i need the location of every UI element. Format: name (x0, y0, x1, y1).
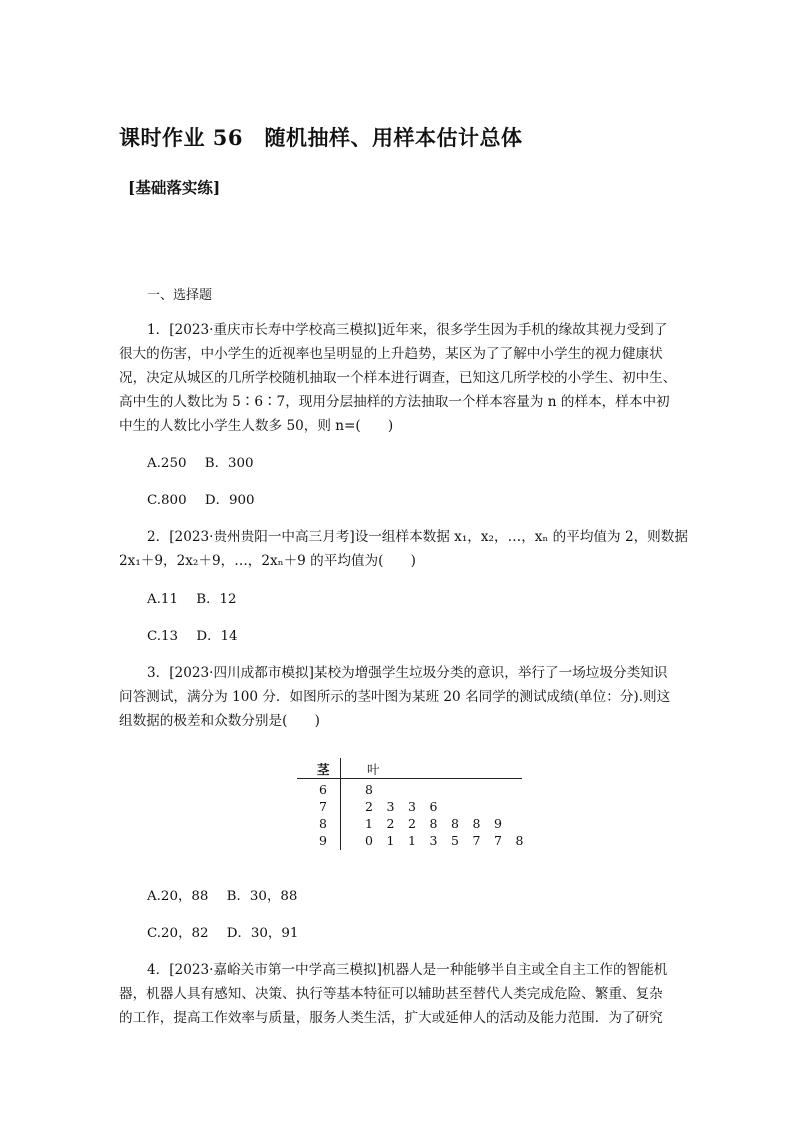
stem-leaf-row (297, 816, 522, 833)
option-d: D．14 (196, 629, 238, 644)
leaf-value: 8 (472, 816, 481, 831)
question-1-line: 况，决定从城区的几所学校随机抽取一个样本进行调查，已知这几所学校的小学生、初中生、 (119, 370, 677, 386)
question-1 (119, 318, 675, 438)
leaf-value: 8 (451, 816, 459, 831)
question-2 (119, 525, 688, 573)
option-c: C.20，82 (147, 926, 209, 941)
option-b: B．12 (196, 592, 237, 607)
question-1-options-row-2 (147, 489, 255, 508)
question-3-line: 问答测试，满分为 100 分．如图所示的茎叶图为某班 20 名同学的测试成绩(单位：分).则这 (119, 689, 671, 705)
question-4-line: 4．[2023·嘉峪关市第一中学高三模拟]机器人是一种能够半自主或全自主工作的智能机 (147, 962, 668, 978)
question-type-heading: 一、选择题 (147, 288, 213, 303)
question-4 (119, 958, 675, 1030)
stem-and-leaf-plot (297, 758, 522, 850)
leaf-header: 叶 (367, 762, 380, 777)
leaf-value: 0 (365, 833, 373, 848)
leaf-value: 5 (451, 833, 459, 848)
option-d: D．900 (204, 493, 255, 508)
leaf-value: 8 (365, 782, 373, 797)
question-4-line: 的工作，提高工作效率与质量，服务人类生活，扩大或延伸人的活动及能力范围．为了研究 (119, 1010, 663, 1026)
question-3 (119, 661, 675, 733)
stem-value: 8 (319, 816, 327, 831)
option-a: A.20，88 (147, 889, 209, 904)
leaf-value: 3 (386, 799, 395, 814)
stem-value: 6 (319, 782, 327, 797)
stem-leaf-rows (297, 779, 522, 850)
leaf-value: 6 (429, 799, 438, 814)
leaf-value: 7 (472, 833, 481, 848)
question-3-options-row-2 (147, 922, 298, 941)
leaf-value: 8 (515, 833, 524, 848)
question-1-options-row-1 (147, 452, 254, 471)
page-title: 课时作业 56 随机抽样、用样本估计总体 (119, 125, 523, 150)
option-d: D．30，91 (226, 926, 299, 941)
question-2-line: 2x₁＋9，2x₂＋9，…，2xₙ＋9 的平均值为( ) (119, 553, 416, 569)
leaf-value: 3 (408, 799, 416, 814)
section-label: [基础落实练] (128, 178, 221, 197)
question-1-line: 中生的人数比小学生人数多 50，则 n=( ) (119, 418, 394, 434)
stem-value: 9 (319, 833, 327, 848)
stem-leaf-header (297, 758, 522, 779)
leaf-value: 1 (408, 833, 416, 848)
option-c: C.800 (147, 493, 187, 508)
stem-leaf-row (297, 799, 522, 816)
question-3-options-row-1 (147, 885, 297, 904)
stem-leaf-row (297, 782, 522, 799)
leaf-value: 9 (494, 816, 502, 831)
question-1-line: 很大的伤害，中小学生的近视率也呈明显的上升趋势，某区为了了解中小学生的视力健康状 (119, 346, 663, 362)
question-4-line: 器，机器人具有感知、决策、执行等基本特征可以辅助甚至替代人类完成危险、繁重、复杂 (119, 986, 663, 1002)
leaf-value: 2 (408, 816, 416, 831)
question-1-line: 高中生的人数比为 5∶6∶7，现用分层抽样的方法抽取一个样本容量为 n 的样本，样本中初 (119, 394, 670, 410)
option-a: A.11 (147, 592, 178, 607)
option-b: B．30，88 (226, 889, 298, 904)
leaf-value: 2 (365, 799, 373, 814)
question-2-line: 2．[2023·贵州贵阳一中高三月考]设一组样本数据 x₁，x₂，…，xₙ 的平均值为 2，则数据 (147, 529, 688, 545)
question-1-line: 1．[2023·重庆市长寿中学校高三模拟]近年来，很多学生因为手机的缘故其视力受到了 (147, 322, 668, 338)
leaf-value: 2 (386, 816, 395, 831)
leaf-value: 1 (365, 816, 373, 831)
question-3-line: 3．[2023·四川成都市模拟]某校为增强学生垃圾分类的意识，举行了一场垃圾分类知识 (147, 665, 668, 681)
leaf-value: 1 (386, 833, 395, 848)
option-b: B．300 (204, 456, 254, 471)
option-a: A.250 (147, 456, 187, 471)
stem-leaf-row (297, 833, 522, 850)
stem-value: 7 (319, 799, 327, 814)
stem-header: 茎 (317, 762, 330, 777)
leaf-value: 3 (429, 833, 438, 848)
option-c: C.13 (147, 629, 179, 644)
leaf-value: 8 (429, 816, 438, 831)
question-2-options-row-2 (147, 625, 238, 644)
leaf-value: 7 (494, 833, 502, 848)
question-3-line: 组数据的极差和众数分别是( ) (119, 713, 320, 729)
question-2-options-row-1 (147, 588, 237, 607)
